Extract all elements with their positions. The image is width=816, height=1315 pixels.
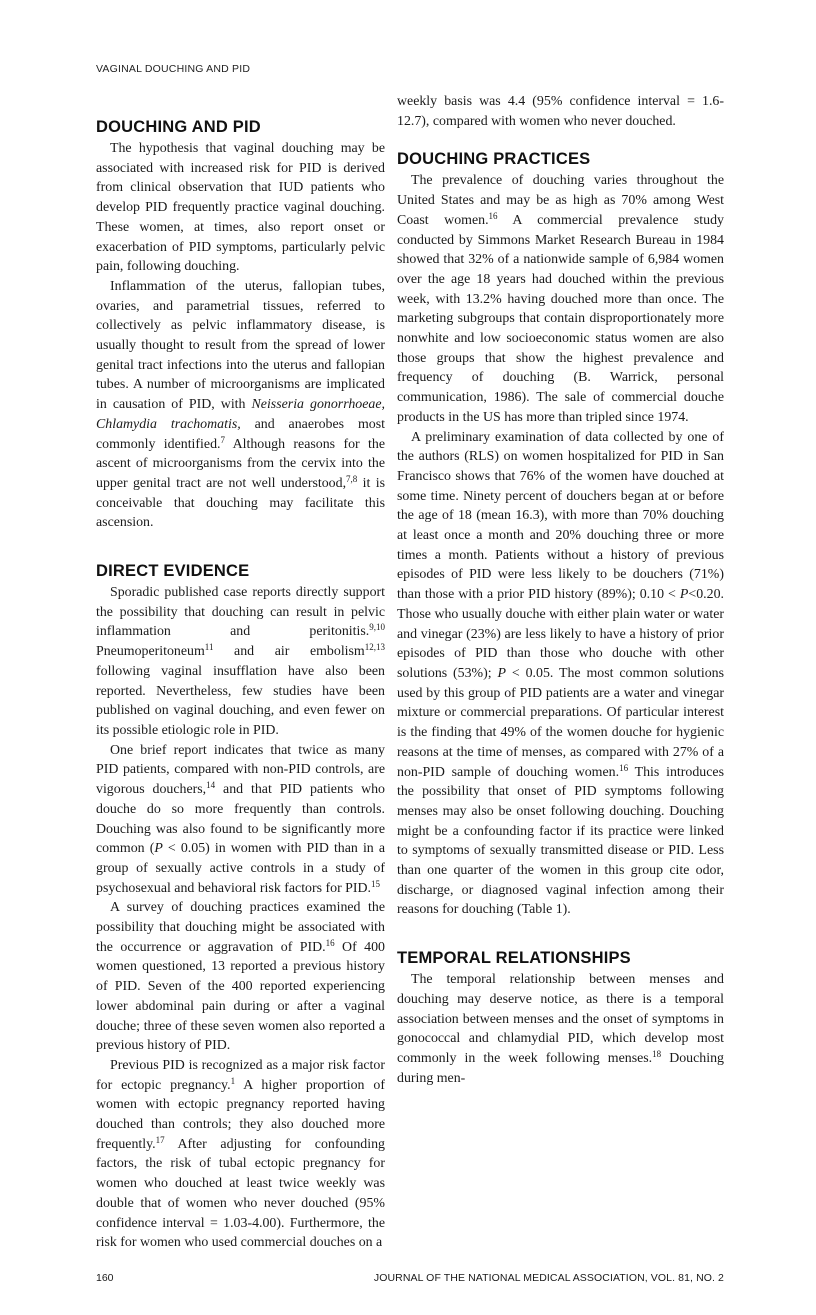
body-paragraph xyxy=(96,898,385,1056)
italic-text: P xyxy=(154,841,163,857)
text-run: and that PID patients who douche do so more frequently than controls. Douching was also found to be significantly more common ( xyxy=(96,782,385,857)
citation-superscript: 7,8 xyxy=(346,473,358,484)
body-paragraph xyxy=(397,970,724,1088)
italic-text: P xyxy=(497,665,506,681)
text-run: Previous PID is recognized as a major risk factor for ectopic pregnancy. xyxy=(96,1057,385,1093)
text-run: Inflammation of the uterus, fallopian tubes, ovaries, and parametrial tissues, referred to collectively as pelvic inflammatory disease, is usually thought to result from the spread of lower genital tract infections into the uterus and fallopian tubes. A number of microorganisms are implicated in causation of PID, with xyxy=(96,278,385,413)
text-run: The temporal relationship between menses and douching may deserve notice, as there is a temporal association between menses and the onset of symptoms in gonococcal and chlamydial PID, which develop most commonly in the week following menses. xyxy=(397,972,724,1066)
text-run: A preliminary examination of data collected by one of the authors (RLS) on women hospitalized for PID in San Francisco shows that 76% of the women have douched at some time. Ninety percent of douchers began at or before the age of 18 (mean 16.3), with more than 70% douching at least once a month and 20% douching three or more times a month. Patients without a history of previous episodes of PID were less likely to be douchers (71%) than those with a prior PID history (89%); 0.10 < xyxy=(397,429,724,603)
text-run: The hypothesis that vaginal douching may be associated with increased risk for PID is derived from clinical observation that IUD patients who develop PID frequently practice vaginal douching. These women, at times, also report onset or exacerbation of PID symptoms, particularly pelvic pain, following douching. xyxy=(96,141,385,275)
text-run: it is conceivable that douching may facilitate this ascension. xyxy=(96,475,385,531)
text-run: <0.20. Those who usually douche with either plain water or water and vinegar (23%) are less likely to have a history of prior episodes of PID than those who douche with other solutions (53%); xyxy=(397,587,724,681)
body-paragraph xyxy=(96,741,385,899)
section-heading: DIRECT EVIDENCE xyxy=(96,562,250,581)
text-run: following vaginal insufflation have also been reported. Nevertheless, few studies have been published on vaginal douching, and even fewer on its possible etiologic role in PID. xyxy=(96,663,385,738)
citation-superscript: 16 xyxy=(325,937,335,948)
text-run: weekly basis was 4.4 (95% confidence interval = 1.6-12.7), compared with women who never douched. xyxy=(397,94,724,129)
section-heading: TEMPORAL RELATIONSHIPS xyxy=(397,949,631,968)
text-run: and air embolism xyxy=(213,644,365,660)
citation-superscript: 17 xyxy=(155,1134,165,1145)
body-paragraph xyxy=(397,428,724,921)
citation-superscript: 11 xyxy=(204,642,214,653)
italic-text: P xyxy=(679,587,689,603)
text-run: Pneumoperitoneum xyxy=(96,644,205,660)
body-paragraph xyxy=(96,277,385,533)
citation-superscript: 9,10 xyxy=(369,622,385,633)
text-run: Of 400 women questioned, 13 reported a previous history of PID. Seven of the 400 reported experiencing lower abdominal pain during or after a vaginal douche; three of these seven women also reported a previous history of PID. xyxy=(96,939,385,1054)
text-run: < 0.05. The most common solutions used by this group of PID patients are a water and vinegar mixture or commercial preparations. Of particular interest is the finding that 49% of the women douche for hygienic reasons at the time of menses, as compared with 27% of a non-PID sample of douching women. xyxy=(397,665,724,780)
text-run: A higher proportion of women with ectopic pregnancy reported having douched than controls; they also douched more frequently. xyxy=(96,1077,385,1152)
body-paragraph xyxy=(397,171,724,427)
citation-superscript: 1 xyxy=(230,1075,236,1086)
left-column xyxy=(96,92,385,1253)
citation-superscript: 7 xyxy=(220,434,225,445)
text-run: < 0.05) in women with PID than in a group of sexually active controls in a study of psychosexual and behavioral risk factors for PID. xyxy=(96,841,385,896)
right-column xyxy=(397,92,724,1088)
page-footer xyxy=(96,1271,724,1285)
italic-text: Neisseria gonorrhoeae, Chlamydia trachomatis, xyxy=(96,397,385,432)
text-run: A survey of douching practices examined the possibility that douching might be associated with the occurrence or aggravation of PID. xyxy=(96,900,385,955)
citation-superscript: 16 xyxy=(619,762,629,773)
citation-superscript: 14 xyxy=(206,780,216,791)
citation-superscript: 18 xyxy=(652,1048,662,1059)
text-run: A commercial prevalence study conducted by Simmons Market Research Bureau in 1984 showed that 32% of a nationwide sample of 6,984 women over the age 18 years had douched within the previous week, with 13.2% having douched more than once. The marketing subgroups that contain disproportionately more nonwhite and low socioeconomic status women are also those groups that show the highest prevalence and frequency of douching (B. Warrick, personal communication, 1986). The sale of commercial douche products in the US has more than tripled since 1974. xyxy=(397,212,724,425)
section-heading: DOUCHING PRACTICES xyxy=(397,150,591,169)
article-columns xyxy=(96,92,724,1253)
section-heading: DOUCHING AND PID xyxy=(96,118,261,136)
text-run: and anaerobes most commonly identified. xyxy=(96,416,385,452)
text-run: The prevalence of douching varies throughout the United States and may be as high as 70% among West Coast women. xyxy=(397,173,724,228)
running-head: VAGINAL DOUCHING AND PID xyxy=(96,63,251,75)
text-run: One brief report indicates that twice as many PID patients, compared with non-PID controls, are vigorous douchers, xyxy=(96,742,385,798)
citation-superscript: 15 xyxy=(371,878,381,889)
body-paragraph xyxy=(397,92,724,131)
body-paragraph xyxy=(96,139,385,277)
body-paragraph xyxy=(96,1056,385,1253)
page-number: 160 xyxy=(96,1271,114,1284)
citation-superscript: 12,13 xyxy=(364,642,385,653)
text-run: Douching during men- xyxy=(397,1050,724,1086)
citation-superscript: 16 xyxy=(488,210,498,221)
text-run: After adjusting for confounding factors, the risk of tubal ectopic pregnancy for women who douched at least twice weekly was double that of women who never douched (95% confidence interval = 1.03-4.00). Furthermore, the risk for women who used commercial douches on a xyxy=(96,1136,385,1251)
text-run: Sporadic published case reports directly support the possibility that douching can result in pelvic inflammation and peritonitis. xyxy=(96,585,385,640)
body-paragraph xyxy=(96,583,385,741)
text-run: Although reasons for the ascent of microorganisms from the cervix into the upper genital tract are not well understood, xyxy=(96,436,385,491)
journal-citation: JOURNAL OF THE NATIONAL MEDICAL ASSOCIATION, VOL. 81, NO. 2 xyxy=(373,1271,724,1284)
text-run: This introduces the possibility that onset of PID symptoms following menses may also be onset following douching. Douching might be a confounding factor if its practice were linked to symptoms of sexually transmitted disease or PID. Less than one quarter of the women in this group cite odor, discharge, or diagnosed vaginal infection among their reasons for douching (Table 1). xyxy=(397,764,724,918)
